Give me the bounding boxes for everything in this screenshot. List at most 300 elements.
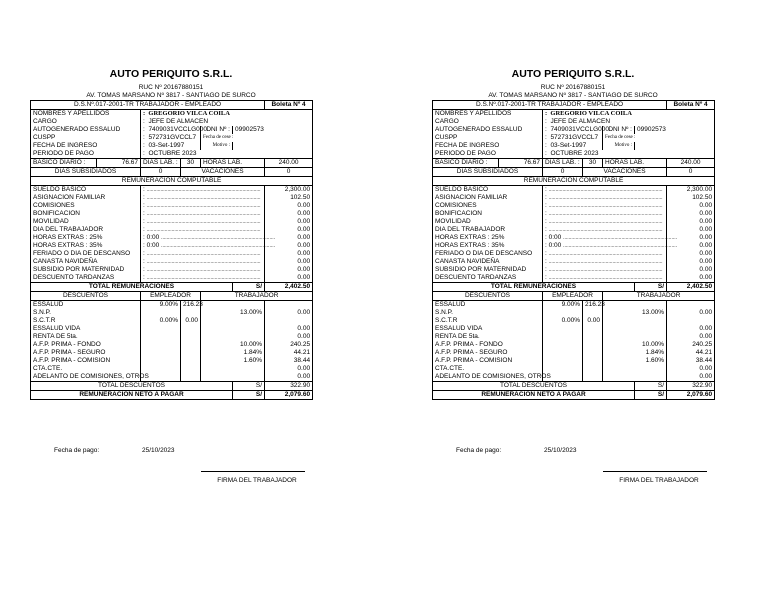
total-remuneraciones-value: 2,402.50 — [265, 283, 313, 292]
income-detail: : .................................................................................. — [543, 250, 667, 258]
employer-amount — [583, 333, 603, 341]
dias-subsidiados-label: DIAS SUBSIDIADOS — [31, 168, 141, 177]
field-label: CARGO — [433, 118, 543, 126]
deduction-row — [31, 309, 313, 317]
dni-label: DNI Nº : — [201, 126, 233, 134]
employer-pct — [543, 325, 583, 333]
deduction-row — [433, 341, 715, 349]
work-summary-row — [31, 159, 313, 168]
remuneracion-computable-header: REMUNERACION COMPUTABLE — [433, 177, 715, 186]
worker-pct — [201, 365, 265, 373]
income-label: ASIGNACION FAMILIAR — [31, 194, 141, 202]
employer-amount — [181, 349, 201, 357]
employer-pct: 0.00% — [141, 317, 181, 325]
horas-lab-label: HORAS LAB. — [603, 159, 667, 168]
signature-label: FIRMA DEL TRABAJADOR — [217, 477, 297, 484]
header-row — [31, 101, 313, 110]
deduction-row — [433, 317, 715, 325]
income-list — [433, 186, 715, 283]
income-row — [31, 218, 313, 226]
employer-amount — [181, 333, 201, 341]
income-detail: : .................................................................................. — [543, 226, 667, 234]
worker-pct: 1.60% — [603, 357, 667, 365]
pay-period: : OCTUBRE 2023 — [543, 150, 715, 159]
income-amount: 0.00 — [667, 242, 715, 250]
section-header — [31, 177, 313, 186]
employer-pct — [141, 365, 181, 373]
income-amount: 0.00 — [667, 258, 715, 266]
company-name: AUTO PERIQUITO S.R.L. — [109, 68, 233, 80]
cese-label: Fecha de cese : — [201, 134, 313, 142]
neto-row — [31, 391, 313, 400]
deduction-row — [31, 333, 313, 341]
income-row — [433, 186, 715, 195]
dias-lab-label: DIAS LAB. : — [543, 159, 583, 168]
field-label: NOMBRES Y APELLIDOS — [31, 110, 141, 119]
worker-amount — [265, 317, 313, 325]
deduction-row — [31, 317, 313, 325]
income-amount: 0.00 — [265, 242, 313, 250]
employer-pct — [141, 325, 181, 333]
horas-lab-value: 240.00 — [667, 159, 715, 168]
income-detail: : .................................................................................. — [543, 202, 667, 210]
employer-amount — [583, 349, 603, 357]
income-amount: 2,300.00 — [667, 186, 715, 195]
dni-value: 09902573 — [233, 126, 313, 134]
deduction-label: ESSALUD VIDA — [433, 325, 543, 333]
worker-amount: 44.21 — [667, 349, 715, 357]
deduction-row — [433, 349, 715, 357]
income-row — [433, 242, 715, 250]
field-label: PERIODO DE PAGO — [31, 150, 141, 159]
currency-label: S/ — [233, 283, 265, 292]
income-detail: : .................................................................................. — [543, 194, 667, 202]
employee-name: : GREGORIO VILCA COILA — [543, 110, 715, 119]
neto-label: REMUNERACION NETO A PAGAR — [433, 391, 635, 400]
subsidy-row — [31, 168, 313, 177]
deduction-row — [433, 325, 715, 333]
worker-amount: 0.00 — [667, 309, 715, 317]
income-detail: : .................................................................................. — [543, 210, 667, 218]
worker-amount: 0.00 — [265, 325, 313, 333]
income-row — [433, 258, 715, 266]
total-descuentos-row — [433, 382, 715, 391]
cuspp-code: : 572731GVCCL7 — [543, 134, 603, 142]
dias-lab-label: DIAS LAB. : — [141, 159, 181, 168]
fecha-pago-value: 25/10/2023 — [544, 447, 577, 454]
income-label: SUBSIDIO POR MATERNIDAD — [433, 266, 543, 274]
deductions-header-row — [31, 292, 313, 301]
income-amount: 2,300.00 — [265, 186, 313, 195]
worker-pct: 13.00% — [201, 309, 265, 317]
field-row — [31, 150, 313, 159]
total-descuentos-label: TOTAL DESCUENTOS — [433, 382, 635, 391]
worker-amount: 44.21 — [265, 349, 313, 357]
employer-amount — [583, 325, 603, 333]
deduction-row — [433, 357, 715, 365]
descuentos-header: DESCUENTOS — [433, 292, 543, 301]
deduction-label: A.F.P. PRIMA - COMISION — [433, 357, 543, 365]
income-amount: 102.50 — [265, 194, 313, 202]
worker-pct: 13.00% — [603, 309, 667, 317]
worker-pct: 10.00% — [603, 341, 667, 349]
company-name: AUTO PERIQUITO S.R.L. — [511, 68, 635, 80]
dni-value: 09902573 — [635, 126, 715, 134]
employer-amount: 0.00 — [583, 317, 603, 325]
worker-pct — [603, 373, 667, 382]
deduction-label: S.N.P. — [433, 309, 543, 317]
income-amount: 0.00 — [667, 210, 715, 218]
worker-pct — [603, 365, 667, 373]
deduction-label: ESSALUD — [31, 301, 141, 310]
field-label: AUTOGENERADO ESSALUD — [31, 126, 141, 134]
deduction-row — [433, 301, 715, 310]
deduction-label: S.C.T.R — [433, 317, 543, 325]
employer-amount — [181, 325, 201, 333]
total-descuentos-value: 322.90 — [265, 382, 313, 391]
worker-amount: 0.00 — [265, 333, 313, 341]
employer-pct — [543, 341, 583, 349]
income-detail: : .................................................................................. — [141, 218, 265, 226]
deduction-label: RENTA DE 5ta. — [31, 333, 141, 341]
income-label: BONIFICACION — [31, 210, 141, 218]
income-row — [31, 266, 313, 274]
income-label: FERIADO O DIA DE DESCANSO — [31, 250, 141, 258]
deduction-label: A.F.P. PRIMA - FONDO — [31, 341, 141, 349]
dias-subsidiados-value: 0 — [543, 168, 583, 177]
total-descuentos-row — [31, 382, 313, 391]
vacaciones-value: 0 — [667, 168, 715, 177]
total-descuentos-label: TOTAL DESCUENTOS — [31, 382, 233, 391]
employer-pct — [543, 309, 583, 317]
basico-diario-value: 76.67 — [499, 159, 543, 168]
field-label: AUTOGENERADO ESSALUD — [433, 126, 543, 134]
motivo-label: Motivo : — [201, 142, 233, 150]
income-detail: : .................................................................................. — [141, 210, 265, 218]
employer-pct — [141, 333, 181, 341]
deduction-row — [433, 373, 715, 382]
employer-pct: 9.00% — [543, 301, 583, 310]
income-list — [31, 186, 313, 283]
employer-amount — [583, 365, 603, 373]
deductions-list — [433, 301, 715, 382]
deduction-label: A.F.P. PRIMA - FONDO — [433, 341, 543, 349]
income-amount: 0.00 — [667, 218, 715, 226]
field-label: NOMBRES Y APELLIDOS — [433, 110, 543, 119]
deduction-row — [31, 349, 313, 357]
total-remuneraciones-value: 2,402.50 — [667, 283, 715, 292]
employee-position: : JEFE DE ALMACEN — [543, 118, 715, 126]
hire-date: : 03-Set-1997 — [141, 142, 201, 150]
section-header — [433, 177, 715, 186]
signature-line — [201, 471, 305, 472]
income-row — [31, 202, 313, 210]
deduction-label: S.N.P. — [31, 309, 141, 317]
worker-amount: 38.44 — [265, 357, 313, 365]
payslip-table — [30, 100, 313, 400]
basico-diario-value: 76.67 — [97, 159, 141, 168]
income-row — [433, 210, 715, 218]
neto-value: 2,079.60 — [265, 391, 313, 400]
deduction-label: A.F.P. PRIMA - COMISION — [31, 357, 141, 365]
income-detail: : .................................................................................. — [141, 274, 265, 283]
company-address: AV. TOMAS MARSANO Nº 3817 - SANTIAGO DE SURCO — [488, 92, 658, 99]
income-label: HORAS EXTRAS : 35% — [31, 242, 141, 250]
boleta-number: Boleta Nº 4 — [667, 101, 715, 110]
deduction-row — [31, 325, 313, 333]
field-label: FECHA DE INGRESO — [433, 142, 543, 150]
cuspp-code: : 572731GVCCL7 — [141, 134, 201, 142]
employer-amount — [583, 373, 603, 382]
dias-subsidiados-label: DIAS SUBSIDIADOS — [433, 168, 543, 177]
worker-pct — [201, 325, 265, 333]
income-label: MOVILIDAD — [31, 218, 141, 226]
deduction-row — [433, 333, 715, 341]
worker-pct — [201, 317, 265, 325]
field-row — [31, 110, 313, 119]
income-amount: 0.00 — [265, 250, 313, 258]
income-row — [433, 194, 715, 202]
deduction-label: ESSALUD — [433, 301, 543, 310]
currency-label: S/ — [635, 283, 667, 292]
currency-label: S/ — [233, 391, 265, 400]
deduction-row — [31, 341, 313, 349]
income-detail: : .................................................................................. — [141, 258, 265, 266]
subsidy-row — [433, 168, 715, 177]
income-row — [31, 186, 313, 195]
payslip-table — [432, 100, 715, 400]
total-remuneraciones-label: TOTAL REMUNERACIONES — [433, 283, 635, 292]
income-amount: 102.50 — [667, 194, 715, 202]
field-row — [433, 118, 715, 126]
worker-amount: 0.00 — [265, 365, 313, 373]
deduction-row — [433, 365, 715, 373]
dias-subsidiados-value: 0 — [141, 168, 181, 177]
deduction-label: ESSALUD VIDA — [31, 325, 141, 333]
fecha-pago-label: Fecha de pago: — [54, 447, 100, 454]
field-label: CUSPP — [433, 134, 543, 142]
employer-amount: 216.23 — [583, 301, 603, 310]
income-row — [31, 210, 313, 218]
employer-pct — [543, 333, 583, 341]
deduction-label: S.C.T.R — [31, 317, 141, 325]
signature-line — [603, 471, 707, 472]
income-detail: : 0:00 .................................................................................. — [543, 242, 667, 250]
worker-amount: 240.25 — [265, 341, 313, 349]
employer-amount — [583, 309, 603, 317]
deduction-label: CTA.CTE. — [433, 365, 543, 373]
income-amount: 0.00 — [265, 210, 313, 218]
income-row — [433, 226, 715, 234]
neto-row — [433, 391, 715, 400]
fecha-pago-label: Fecha de pago: — [456, 447, 502, 454]
worker-pct — [603, 317, 667, 325]
deduction-row — [31, 357, 313, 365]
cese-label: Fecha de cese : — [603, 134, 715, 142]
worker-amount — [667, 317, 715, 325]
worker-amount: 38.44 — [667, 357, 715, 365]
motivo-label: Motivo : — [603, 142, 635, 150]
income-amount: 0.00 — [265, 234, 313, 242]
currency-label: S/ — [635, 391, 667, 400]
vacaciones-value: 0 — [265, 168, 313, 177]
pay-period: : OCTUBRE 2023 — [141, 150, 313, 159]
total-descuentos-value: 322.90 — [667, 382, 715, 391]
income-amount: 0.00 — [265, 226, 313, 234]
income-row — [31, 226, 313, 234]
deduction-label: A.F.P. PRIMA - SEGURO — [31, 349, 141, 357]
deduction-row — [31, 301, 313, 310]
field-row — [31, 118, 313, 126]
income-row — [433, 250, 715, 258]
header-row — [433, 101, 715, 110]
income-amount: 0.00 — [667, 266, 715, 274]
deductions-list — [31, 301, 313, 382]
income-amount: 0.00 — [667, 250, 715, 258]
employer-amount — [181, 341, 201, 349]
field-label: CARGO — [31, 118, 141, 126]
worker-amount — [265, 301, 313, 310]
field-label: CUSPP — [31, 134, 141, 142]
income-label: HORAS EXTRAS : 35% — [433, 242, 543, 250]
worker-amount: 0.00 — [667, 325, 715, 333]
worker-pct: 1.84% — [201, 349, 265, 357]
income-row — [31, 258, 313, 266]
basico-diario-label: BASICO DIARIO : — [31, 159, 97, 168]
field-row — [433, 126, 715, 134]
empleador-header: EMPLEADOR — [543, 292, 603, 301]
worker-pct: 10.00% — [201, 341, 265, 349]
income-amount: 0.00 — [265, 266, 313, 274]
dni-label: DNI Nº : — [603, 126, 635, 134]
income-amount: 0.00 — [265, 202, 313, 210]
horas-lab-label: HORAS LAB. — [201, 159, 265, 168]
employer-pct — [141, 309, 181, 317]
income-label: DESCUENTO TARDANZAS — [31, 274, 141, 283]
income-label: MOVILIDAD — [433, 218, 543, 226]
income-amount: 0.00 — [265, 258, 313, 266]
income-detail: : .................................................................................. — [543, 258, 667, 266]
income-detail: : 0:00 .................................................................................. — [141, 242, 265, 250]
income-label: ASIGNACION FAMILIAR — [433, 194, 543, 202]
income-label: SUELDO BASICO — [433, 186, 543, 195]
worker-amount: 240.25 — [667, 341, 715, 349]
employer-amount — [583, 341, 603, 349]
income-label: DESCUENTO TARDANZAS — [433, 274, 543, 283]
income-row — [31, 250, 313, 258]
income-label: CANASTA NAVIDEÑA — [31, 258, 141, 266]
signature-label: FIRMA DEL TRABAJADOR — [619, 477, 699, 484]
employer-pct — [543, 349, 583, 357]
employer-amount — [583, 357, 603, 365]
field-row — [31, 142, 313, 150]
field-label: FECHA DE INGRESO — [31, 142, 141, 150]
income-label: HORAS EXTRAS : 25% — [433, 234, 543, 242]
income-label: SUELDO BASICO — [31, 186, 141, 195]
income-row — [31, 274, 313, 283]
worker-pct — [603, 325, 667, 333]
income-row — [31, 194, 313, 202]
income-label: HORAS EXTRAS : 25% — [31, 234, 141, 242]
trabajador-header: TRABAJADOR — [201, 292, 313, 301]
income-detail: : .................................................................................. — [543, 266, 667, 274]
decree-label: D.S.Nº.017-2001-TR TRABAJADOR - EMPLEADO — [433, 101, 667, 110]
employee-position: : JEFE DE ALMACEN — [141, 118, 313, 126]
income-amount: 0.00 — [265, 218, 313, 226]
deduction-row — [433, 309, 715, 317]
worker-amount: 0.00 — [667, 333, 715, 341]
income-row — [433, 274, 715, 283]
deductions-header-row — [433, 292, 715, 301]
income-row — [433, 234, 715, 242]
employer-pct — [543, 365, 583, 373]
field-row — [433, 110, 715, 119]
employer-pct — [543, 357, 583, 365]
income-label: BONIFICACION — [433, 210, 543, 218]
employer-pct — [141, 341, 181, 349]
employer-amount — [181, 373, 201, 382]
income-label: COMISIONES — [31, 202, 141, 210]
income-label: COMISIONES — [433, 202, 543, 210]
currency-label: S/ — [233, 382, 265, 391]
income-detail: : 0:00 .................................................................................. — [543, 234, 667, 242]
descuentos-header: DESCUENTOS — [31, 292, 141, 301]
worker-pct — [201, 373, 265, 382]
neto-value: 2,079.60 — [667, 391, 715, 400]
field-row — [433, 142, 715, 150]
hire-date: : 03-Set-1997 — [543, 142, 603, 150]
field-label: PERIODO DE PAGO — [433, 150, 543, 159]
worker-amount — [667, 301, 715, 310]
total-remuneraciones-row — [433, 283, 715, 292]
deduction-label: A.F.P. PRIMA - SEGURO — [433, 349, 543, 357]
employer-pct — [141, 349, 181, 357]
neto-label: REMUNERACION NETO A PAGAR — [31, 391, 233, 400]
field-row — [31, 126, 313, 134]
empleador-header: EMPLEADOR — [141, 292, 201, 301]
company-ruc: RUC Nº 20167880151 — [138, 84, 204, 91]
income-detail: : .................................................................................. — [543, 274, 667, 283]
deduction-label: CTA.CTE. — [31, 365, 141, 373]
income-detail: : .................................................................................. — [141, 202, 265, 210]
worker-pct: 1.84% — [603, 349, 667, 357]
essalud-code: : 7409031VCCLG000 — [543, 126, 603, 134]
income-detail: : .................................................................................. — [141, 266, 265, 274]
deduction-label: ADELANTO DE COMISIONES, OTROS — [31, 373, 141, 382]
boleta-number: Boleta Nº 4 — [265, 101, 313, 110]
income-amount: 0.00 — [265, 274, 313, 283]
income-row — [433, 202, 715, 210]
income-amount: 0.00 — [667, 274, 715, 283]
dias-lab-value: 30 — [181, 159, 201, 168]
deduction-row — [31, 365, 313, 373]
deduction-row — [31, 373, 313, 382]
worker-amount: 0.00 — [667, 373, 715, 382]
income-detail: : .................................................................................. — [141, 250, 265, 258]
income-label: CANASTA NAVIDEÑA — [433, 258, 543, 266]
company-address: AV. TOMAS MARSANO Nº 3817 - SANTIAGO DE SURCO — [86, 92, 256, 99]
decree-label: D.S.Nº.017-2001-TR TRABAJADOR - EMPLEADO — [31, 101, 265, 110]
income-detail: : .................................................................................. — [543, 218, 667, 226]
income-row — [433, 218, 715, 226]
employer-amount: 216.23 — [181, 301, 201, 310]
worker-pct: 1.60% — [201, 357, 265, 365]
worker-pct — [603, 301, 667, 310]
field-row — [433, 150, 715, 159]
employer-amount — [181, 365, 201, 373]
employer-pct: 0.00% — [543, 317, 583, 325]
dias-lab-value: 30 — [583, 159, 603, 168]
